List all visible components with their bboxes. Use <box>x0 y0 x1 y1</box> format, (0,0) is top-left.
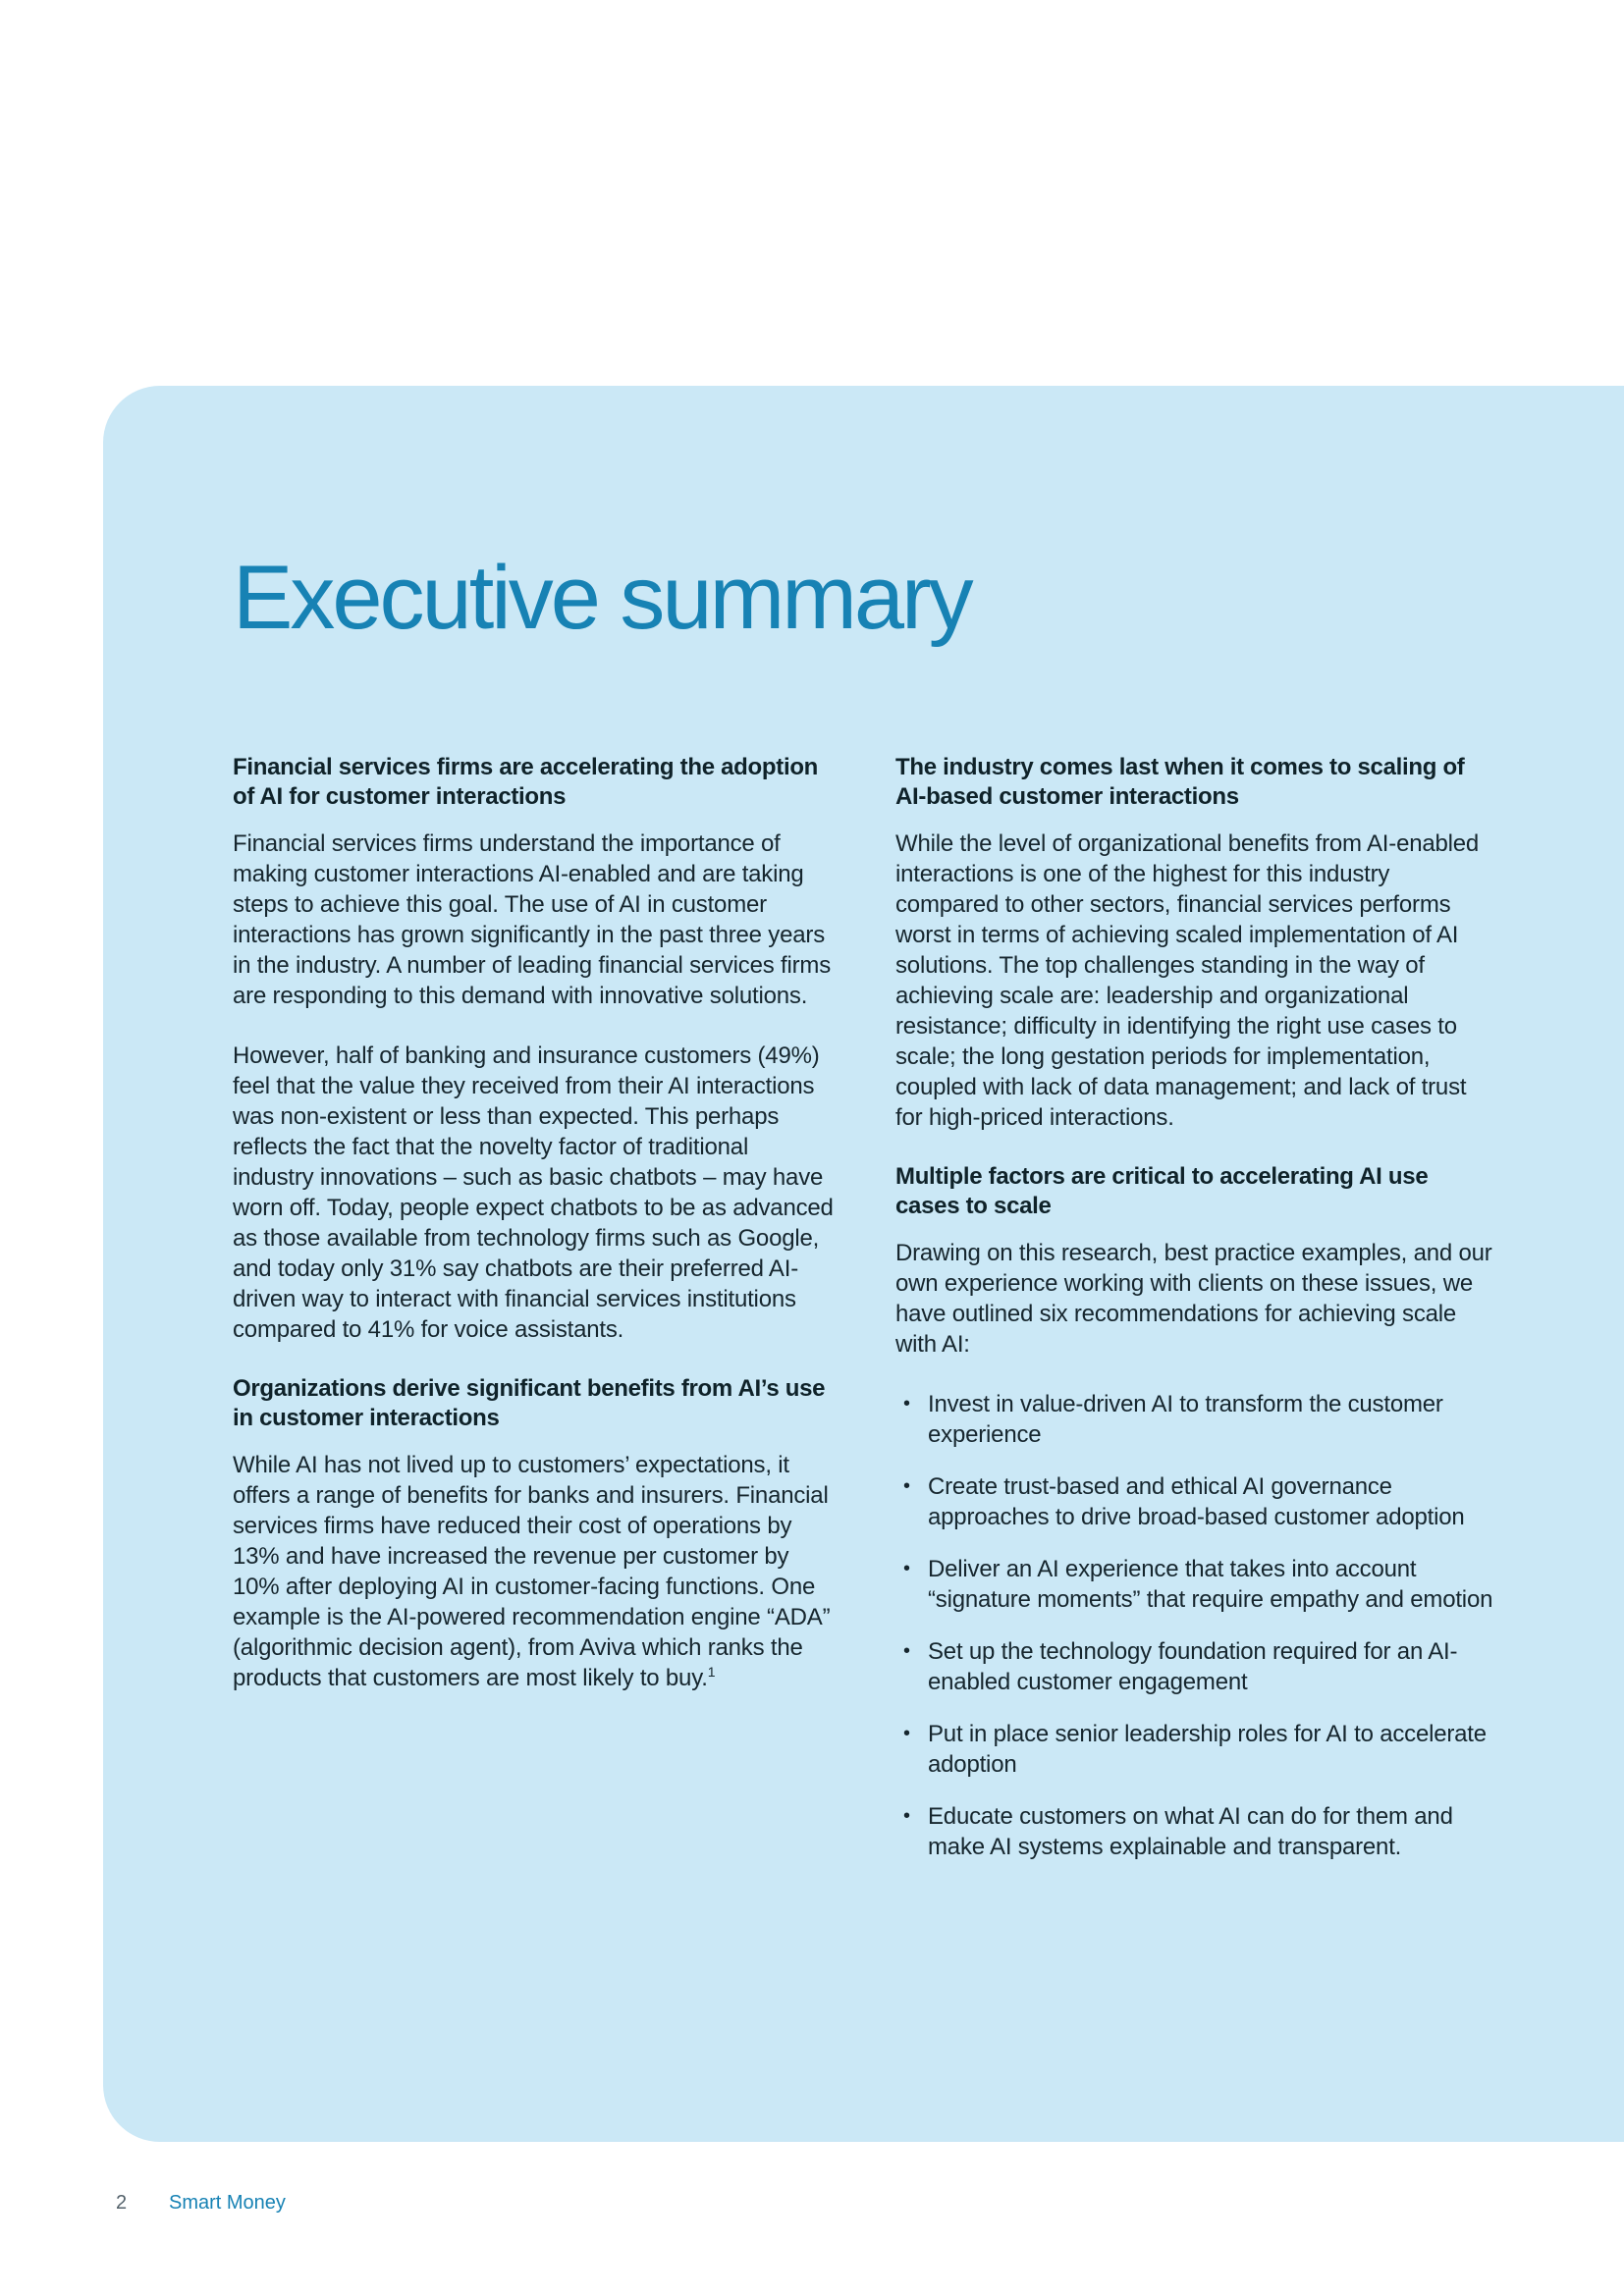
bullet-item <box>895 1801 1497 1862</box>
bullet-marker: • <box>903 1393 910 1415</box>
bullet-item <box>895 1471 1497 1532</box>
bullet-marker: • <box>903 1558 910 1579</box>
bullet-text: Invest in value-driven AI to transform the customer experience <box>928 1391 1443 1448</box>
right-column <box>895 753 1497 1884</box>
section-heading: Multiple factors are critical to accelerating AI use cases to scale <box>895 1163 1429 1219</box>
bullet-item <box>895 1719 1497 1780</box>
bullet-item <box>895 1636 1497 1697</box>
bullet-list <box>895 1389 1497 1862</box>
bullet-text: Deliver an AI experience that takes into account “signature moments” that require empathy and emotion <box>928 1556 1493 1613</box>
card-inner <box>103 386 1624 1884</box>
bullet-marker: • <box>903 1640 910 1662</box>
bullet-text: Put in place senior leadership roles for AI to accelerate adoption <box>928 1721 1487 1778</box>
page-title: Executive summary <box>233 548 971 648</box>
bullet-marker: • <box>903 1475 910 1497</box>
paragraph: While the level of organizational benefits from AI-enabled interactions is one of the highest for this industry compared to other sectors, financial services performs worst in terms of achieving scaled implementation of AI solutions. The top challenges standing in the way of achieving scale are: leadership and organizational resistance; difficulty in identifying the right use cases to scale; the long gestation periods for implementation, coupled with lack of data management; and lack of trust for high-priced interactions. <box>895 830 1480 1131</box>
bullet-text: Create trust-based and ethical AI governance approaches to drive broad-based customer adoption <box>928 1473 1465 1530</box>
page-number: 2 <box>116 2192 128 2214</box>
content-card <box>103 386 1624 2142</box>
two-column-layout <box>233 753 1497 1884</box>
section-heading: Financial services firms are accelerating the adoption of AI for customer interactions <box>233 754 819 810</box>
bullet-marker: • <box>903 1805 910 1827</box>
footer-doc-title: Smart Money <box>169 2192 286 2214</box>
paragraph: However, half of banking and insurance customers (49%) feel that the value they received from their AI interactions was non-existent or less than expected. This perhaps reflects the fact that the novelty factor of traditional industry innovations – such as basic chatbots – may have worn off. Today, people expect chatbots to be as advanced as those available from technology firms such as Google, and today only 31% say chatbots are their preferred AI-driven way to interact with financial services institutions compared to 41% for voice assistants. <box>233 1042 834 1343</box>
bullet-text: Set up the technology foundation required for an AI-enabled customer engagement <box>928 1638 1458 1695</box>
left-column <box>233 753 835 1884</box>
bullet-item <box>895 1554 1497 1615</box>
footnote-marker: 1 <box>707 1664 716 1680</box>
bullet-item <box>895 1389 1497 1450</box>
section-heading: Organizations derive significant benefits from AI’s use in customer interactions <box>233 1375 826 1431</box>
paragraph-text: While AI has not lived up to customers’ expectations, it offers a range of benefits for banks and insurers. Financial services firms have reduced their cost of operations by 13% and have increased the revenue per customer by 10% after deploying AI in customer-facing functions. One example is the AI-powered recommendation engine “ADA” (algorithmic decision agent), from Aviva which ranks the products that customers are most likely to buy. <box>233 1452 831 1691</box>
paragraph <box>233 1450 835 1693</box>
paragraph: Financial services firms understand the importance of making customer interactions AI-enabled and are taking steps to achieve this goal. The use of AI in customer interactions has grown significantly in the past three years in the industry. A number of leading financial services firms are responding to this demand with innovative solutions. <box>233 830 831 1009</box>
section-heading: The industry comes last when it comes to scaling of AI-based customer interactions <box>895 754 1465 810</box>
paragraph: Drawing on this research, best practice examples, and our own experience working with clients on these issues, we have outlined six recommendations for achieving scale with AI: <box>895 1240 1492 1358</box>
bullet-marker: • <box>903 1723 910 1744</box>
bullet-text: Educate customers on what AI can do for them and make AI systems explainable and transparent. <box>928 1803 1453 1860</box>
